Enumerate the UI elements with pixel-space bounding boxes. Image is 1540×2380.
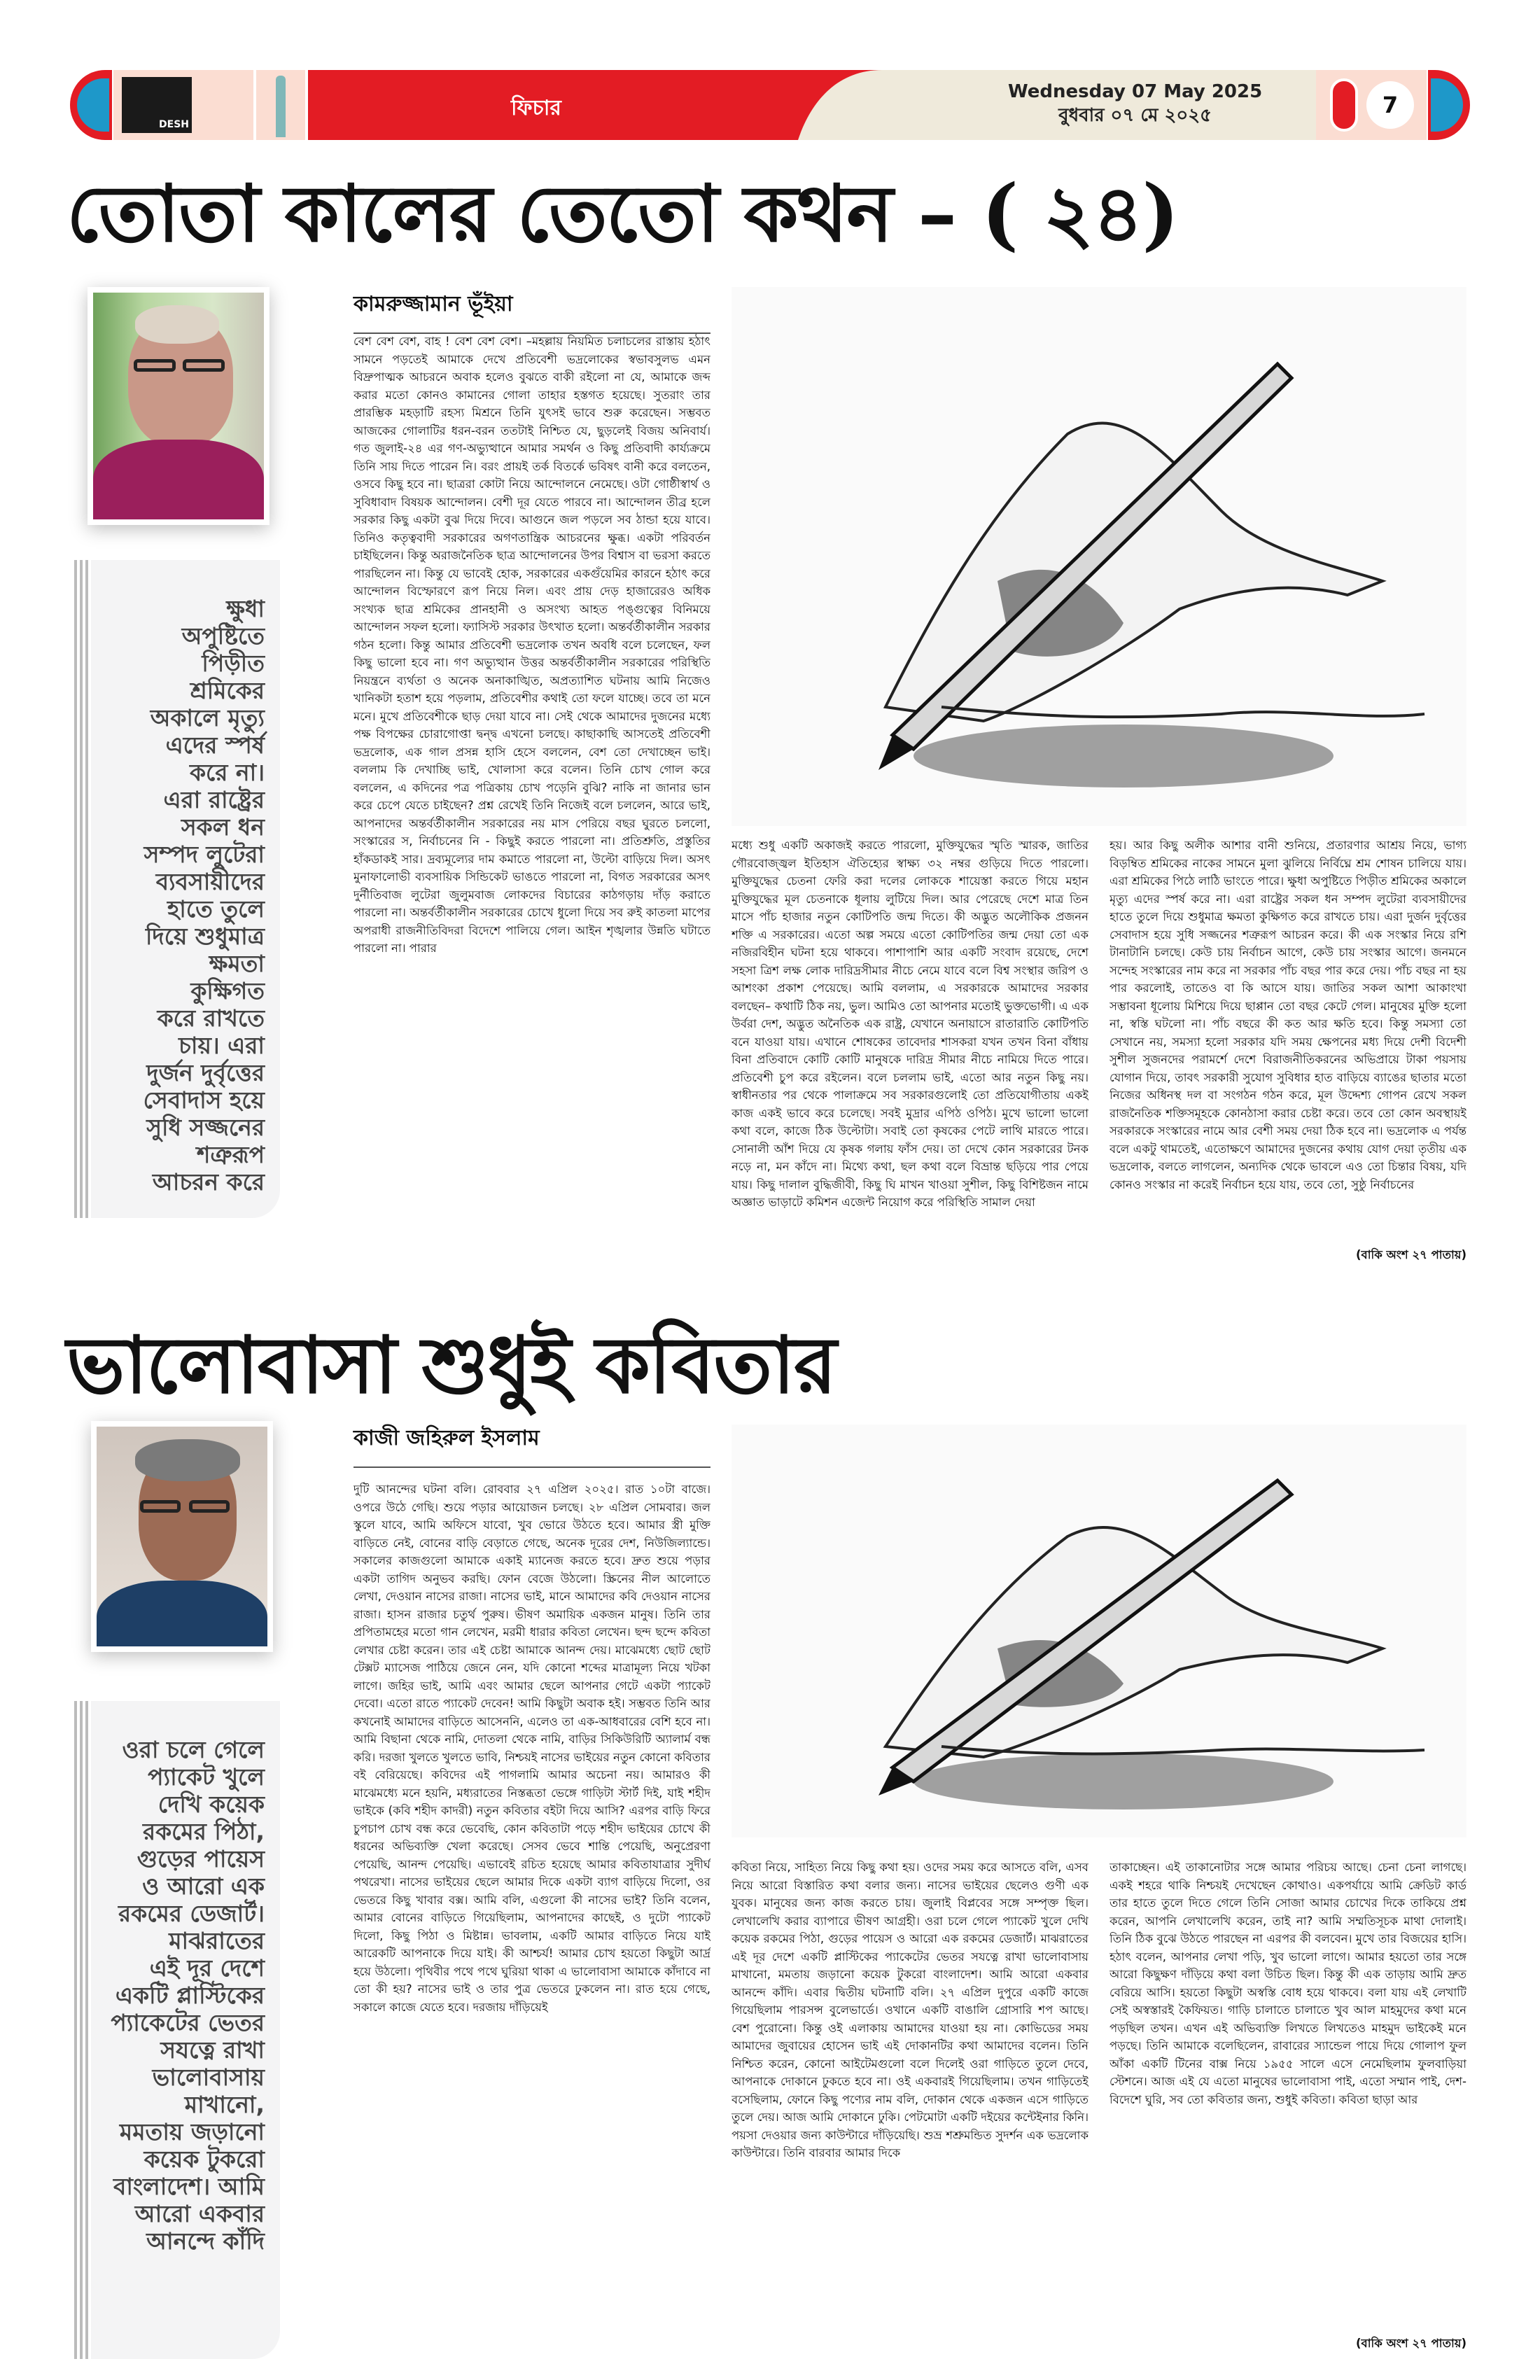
masthead: [70, 70, 1470, 140]
article2-headline: ভালোবাসা শুধুই কবিতার: [66, 1320, 836, 1411]
article1-author-photo: [88, 287, 270, 525]
pen-hand-sketch-icon: [732, 1424, 1466, 1837]
article1-pull-quote: ক্ষুধা অপুষ্টিতে পিড়ীত শ্রমিকের অকালে মৃত্যু এদের স্পর্ষ করে না। এরা রাষ্ট্রের সকল ধন সম্পদ লুটেরা ব্যবসায়ীদের হাতে তুলে দিয়ে শুধুমাত্র ক্ষমতা কুক্ষিগত করে রাখতে চায়। এরা দুর্জন দুর্বৃত্তের সেবাদাস হয়ে সুধি সজ্জনের শত্রুরূপ আচরন করে: [91, 560, 280, 1218]
flag-icon: [1330, 78, 1358, 132]
article2-author-photo: [91, 1421, 273, 1652]
article1-continued-note: (বাকি অংশ ২৭ পাতায়): [1355, 1248, 1466, 1261]
article1-column-1: বেশ বেশ বেশ, বাহ ! বেশ বেশ বেশ। –মহল্লায় নিয়মিত চলাচলের রাস্তায় হঠাৎ সামনে পড়তেই আমাকে দেখে প্রতিবেশী ভদ্রলোকের স্বভাবসুলভ এমন বিদ্রুপাত্মক আচরনে অবাক হলেও বুঝতে বাকী রইলো না যে, আমাকে জব্দ করার মতো কোনও কামানের গোলা তাহার হস্তগত হয়েছে। সুতরাং তার প্রারম্ভিক মহড়াটি রহস্য মিশ্রনে তিনি যুৎসই ভাবে শুরু করেছেন। সম্ভবত আজকের গোলাটির ধরন-বরন ততটাই নিশ্চিত যে, ছুড়লেই বিজয় অনিবার্য। গত জুলাই-২৪ এর গণ-অভ্যুত্থানে আমার সমর্থন ও কিছু প্রতিবাদী কার্য্যক্রমে তিনি সায় দিতে পারেন নি। বরং প্রায়ই তর্ক বিতর্কে ভবিষৎ বানী করে বলতেন, ওসবে কিছু হবে না। ছাত্ররা কোটা নিয়ে আন্দোলনে নেমেছে। ওটা গোষ্ঠীস্বার্থ ও সুবিধাবাদ বিষয়ক আন্দোলন। বেশী দূর যেতে পারবে না। আন্দোলন তীব্র হলে সরকার কিছু একটা বুঝ দিয়ে দিবে। আগুনে জল পড়লে সব ঠান্ডা হয়ে যাবে। তিনিও কতৃত্ববাদী সরকারের অগণতান্ত্রিক আচরনের ক্ষুব্ধ। একটা পরিবর্তন চাইছিলেন। কিন্তু অরাজনৈতিক ছাত্র আন্দোলনের উপর বিশ্বাস বা ভরসা করতে পারছিলেন না। কিন্তু যে ভাবেই হোক, সরকারের একগুঁয়েমির কারনে হঠাৎ করে আন্দোলন বিস্ফোরণে রূপ নিয়ে নিল। এবং প্রায় দেড় হাজারেরও অধিক সংখ্যক ছাত্র শ্রমিকের প্রানহানী ও অসংখ্য আহত পঙ্গুত্বের বিনিময়ে আন্দোলন সফল হলো। ফ্যাসিস্ট সরকার উৎখাত হলো। অন্তর্বর্তীকালীন সরকার গঠন হলো। কিন্তু আমার প্রতিবেশী ভদ্রলোক তখন অবধি বলে চলেছেন, ফল কিছু ভালো হবে না। গণ অভ্যুত্থান উত্তর অন্তর্বর্তীকালীন সরকারের পরিস্থিতি নিয়ন্ত্রনে ব্যর্থতা ও অনেক অনাকাঙ্খিত, অপ্রত্যাশিত ঘটনায় আমি নিজেও খানিকটা হতাশ হয়ে পড়লাম, প্রতিবেশীর কথাই তো ফলে যাচ্ছে। তবে তা মনে মনে। মুখে প্রতিবেশীকে ছাড় দেয়া যাবে না। সেই থেকে আমাদের দুজনের মধ্যে পক্ষ বিপক্ষের চোরাগোপ্তা দ্বন্দ্ব এখনো চলছে। কাছাকাছি আসতেই প্রতিবেশী ভদ্রলোক, এক গাল প্রসন্ন হাসি হেসে বললেন, বেশ তো দেখাচ্ছেন ভাই। বললাম কি দেখাচ্ছি ভাই, খোলাসা করে বলেন। তিনি চোখ গোল করে বললেন, এ কদিনের পত্র পত্রিকায় চোখ পড়েনি বুঝি? নাকি না জানার ভান করে চেপে যেতে চাইছেন? প্রশ্ন রেখেই তিনি নিজেই বলে চললেন, আরে ভাই, আপনাদের অন্তর্বর্তীকালীন সরকারের নয় মাস পেরিয়ে বছর ঘুরতে চললো, সংস্কারের স, নির্বাচনের নি - কিছুই করতে পারলো না। প্রতিশ্রুতি, প্রস্তুতির হাঁকডাকই সার। দ্রব্যমূল্যের দাম কমাতে পারলো না, উল্টো বাড়িয়ে দিল। অসৎ মুনাফালোভী ব্যবসায়িক সিন্ডিকেট ভাঙতে পারলো না, বিগত সরকারের অসৎ দুর্নীতিবাজ লুটেরা জুলুমবাজ লোকদের বিচারের কাঠগড়ায় দাঁড় করাতে পারলো না। অন্তর্বর্তীকালীন সরকারের চোখে ধুলো দিয়ে সব রুই কাতলা মাপের অপরাধী রাজনীতিবিদরা বিদেশে পালিয়ে গেল। আইন শৃঙ্খলার উন্নতি ঘটাতে পারলো না। পারার: [354, 335, 710, 955]
article1-headline: তোতা কালের তেতো কথন – ( ২৪): [66, 168, 1178, 260]
page-number: 7: [1366, 81, 1414, 129]
article2-pull-quote: ওরা চলে গেলে প্যাকেট খুলে দেখি কয়েক রকমের পিঠা, গুড়ের পায়েস ও আরো এক রকমের ডেজার্ট। মাঝরাতের এই দূর দেশে একটি প্লাস্টিকের প্যাকেটের ভেতর সযত্নে রাখা ভালোবাসায় মাখানো, মমতায় জড়ানো কয়েক টুকরো বাংলাদেশ। আমি আরো একবার আনন্দে কাঁদি: [91, 1701, 280, 2359]
article1-illustration-hand-writing: [732, 287, 1466, 826]
section-band: [308, 70, 1316, 140]
article1-column-2: মধ্যে শুধু একটি অকাজই করতে পারলো, মুক্তিযুদ্ধের স্মৃতি স্মারক, জাতির গৌরবোজ্জ্বল ইতিহাস ঐতিহ্যের স্বাক্ষ্য ৩২ নম্বর গুড়িয়ে দিতে পারলো। মুক্তিযুদ্ধের চেতনা ফেরি করা দলের লোককে শায়েস্তা করতে গিয়ে মহান মুক্তিযুদ্ধের মূল চেতনাকে ধূলায় লুটিয়ে দিল। আর পেরেছে দেশে মাত্র তিন মাসে পাঁচ হাজার নতুন কোটিপতি জন্ম দিতে। কী অদ্ভুত অলৌকিক প্রজনন শক্তি এ সরকারের। এতো অল্প সময়ে এতো কোটিপতির জন্ম দেয়া তো এক নজিরবিহীন ঘটনা হয়ে থাকবে। পাশাপাশি আর একটি সংবাদ রয়েছে, দেশে সহসা ত্রিশ লক্ষ লোক দারিদ্রসীমার নীচে নেমে যাবে বলে বিশ্ব সংস্থার জরিপ ও আশংকা প্রকাশ পেয়েছে। আমি বললাম, এ সরকারকে আমাদের সরকার বলছেন– কথাটি ঠিক নয়, ভুল। আমিও তো আপনার মতোই ভুক্তভোগী। এ এক উর্বরা দেশ, অদ্ভুত অনৈতিক এক রাষ্ট্র, যেখানে অনায়াসে রাতারাতি কোটিপতি বনে যাওয়া যায়। এখানে শোষকের তাবেদার শাসকরা যখন তখন বিনা বাঁধায় বিনা প্রতিবাদে কোটি কোটি মানুষকে দারিদ্র সীমার নীচে নামিয়ে দিতে পারে। প্রতিবেশী চুপ করে রইলেন। বলে চললাম ভাই, এতো আর নতুন কিছু নয়। স্বাধীনতার পর থেকে পালাক্রমে সব সরকারগুলোই তো প্রতিযোগীতায় একই কাজ একই ভাবে করে চলেছে। সবই মুদ্রার এপিঠ ওপিঠ। মুখে ভালো ভালো কথা বলে, কাজে ঠিক উল্টোটা। সবাই তো কৃষকের পেটে লাথি মারতে পারে। সোনালী আঁশ দিয়ে যে কৃষক গলায় ফাঁস দেয়। তা দেখে কোন সরকারের টনক নড়ে না, মন কাঁদে না। মিথ্যে কথা, ছল কথা বলে বিভ্রান্ত ছড়িয়ে পার পেয়ে যায়। কিছু দালাল বুদ্ধিজীবী, কিছু ঘি মাখন খাওয়া সুশীল, কিছু বিশিষ্টজন নামে অজ্ঞাত ভাড়াটে কমিশন এজেন্ট নিয়োগ করে পরিস্থিতি সামাল দেয়া: [732, 839, 1088, 1209]
newspaper-logo[interactable]: DESH: [113, 70, 253, 140]
masthead-left-cap: [70, 70, 112, 140]
date-english: Wednesday 07 May 2025: [1008, 81, 1263, 102]
article1-column-3: হয়। আর কিছু অলীক আশার বানী শুনিয়ে, প্রতারণার আশ্রয় নিয়ে, ভাগ্য বিড়ম্বিত শ্রমিকের নাকের সামনে মুলা ঝুলিয়ে নির্বিঘ্নে শ্রম শোষন চালিয়ে যায়। এরা শ্রমিকের পিঠে লাঠি ভাংতে পারে। ক্ষুধা অপুষ্টিতে পিড়ীত শ্রমিকের অকালে মৃত্যু এদের স্পর্ষ করে না। এরা রাষ্ট্রের সকল ধন সম্পদ লুটেরা ব্যবসায়ীদের হাতে তুলে দিয়ে শুধুমাত্র ক্ষমতা কুক্ষিগত করে রাখতে চায়। এরা দুর্জন দুর্বৃত্তের সেবাদাস হয়ে সুধি সজ্জনের শত্রুরূপ আচরন করে। কী এক সংস্কার নিয়ে রশি টানাটানি চলছে। কেউ চায় নির্বাচন আগে, কেউ চায় সংস্কার আগে। জনমনে সন্দেহ সংস্কারের নাম করে না সরকার পাঁচ বছর পার করে দেয়। পাঁচ বছর না হয় পার করলোই, তাতেও বা কি আসে যায়। জাতির সকল আশা আকাংখা সম্ভাবনা ধূলোয় মিশিয়ে দিয়ে ছাপ্পান তো বছর কেটে গেল। মানুষের মুক্তি হলো না, স্বস্তি ঘটলো না। পাঁচ বছরে কী কত আর ক্ষতি হবে। কিন্তু সমস্যা তো সেখানে নয়, সমস্যা হলো সরকার যদি সময় ক্ষেপনের মধ্য দিয়ে দেশী বিদেশী সুশীল সুজনদের পরামর্শে দেশে বিরাজনীতিকরনের অভিপ্রায়ে টাকা পয়সায় যোগান দিয়ে, তাবৎ সরকারী সুযোগ সুবিধার হাত বাড়িয়ে ব্যাঙের ছাতার মতো নিজের অধিনস্থ দল বা সংগঠন গঠন করে, মূল উদ্দেশ্য গোপন রেখে সকল রাজনৈতিক শক্তিসমূহকে কোনঠাসা করার চেষ্টা করে। তবে তো কোন অবস্থায়ই সরকারকে সংস্কারের নামে আর বেশী সময় দেয়া ঠিক হবে না। ভদ্রলোক এ পর্যন্ত বলে একটু থামতেই, এতোক্ষণে আমাদের দুজনের কথায় যোগ দেয়া তৃতীয় এক ভদ্রলোক, বলতে লাগলেন, অন্যদিক থেকে ভাবলে এও তো চিন্তার বিষয়, যদি কোনও সংস্কার না করেই নির্বাচন হয়ে যায়, তবে তো, সুষ্ঠু নির্বাচনের: [1110, 839, 1466, 1191]
article2-continued-note: (বাকি অংশ ২৭ পাতায়): [1355, 2337, 1466, 2350]
article2-column-2: কবিতা নিয়ে, সাহিত্য নিয়ে কিছু কথা হয়। ওদের সময় করে আসতে বলি, এসব নিয়ে আরো বিস্তারিত কথা বলার জন্য। নাসের ভাইয়ের ছেলেও গুণী এক যুবক। মানুষের জন্য কাজ করতে চায়। জুলাই বিপ্লবের সঙ্গে সম্পৃক্ত ছিল। লেখালেখি করার ব্যাপারে ভীষণ আগ্রহী। ওরা চলে গেলে প্যাকেট খুলে দেখি কয়েক রকমের পিঠা, গুড়ের পায়েস ও আরো এক রকমের ডেজার্ট। মাঝরাতের এই দূর দেশে একটি প্লাস্টিকের প্যাকেটের ভেতর সযত্নে রাখা ভালোবাসায় মাখানো, মমতায় জড়ানো কয়েক টুকরো বাংলাদেশ। আমি আরো একবার আনন্দে কাঁদি। এবার দ্বিতীয় ঘটনাটি বলি। ২৭ এপ্রিল দুপুরে একটি কাজে গিয়েছিলাম পারসন্স বুলেভার্ডে। ওখানে একটি বাঙালি গ্রোসারি শপ আছে। বেশ পুরোনো। কিন্তু ওই এলাকায় আমাদের যাওয়া হয় না। কোভিডের সময় আমাদের জুবায়ের হোসেন ভাই এই দোকানটির কথা আমাদের বলেন। তিনি নিশ্চিত করেন, কোনো আইটেমগুলো বলে দিলেই ওরা গাড়িতে তুলে দেবে, আপনাকে দোকানে ঢুকতে হবে না। ওই একবারই গিয়েছিলাম। তখন গাড়িতেই বসেছিলাম, ফোনে কিছু পণ্যের নাম বলি, দোকান থেকে একজন এসে গাড়িতে তুলে দেয়। আজ আমি দোকানে ঢুকি। পেটমোটা একটি দইয়ের কন্টেইনার কিনি। পয়সা দেওয়ার জন্য কাউন্টারে দাঁড়িয়েছি। শুভ্র শশ্রুমন্ডিত সুদর্শন এক ভদ্রলোক কাউন্টারে। তিনি বারবার আমার দিকে: [732, 1861, 1088, 2160]
masthead-right-cap: [1428, 70, 1470, 140]
date-bengali: বুধবার ০৭ মে ২০২৫: [1058, 105, 1212, 126]
statue-of-liberty-icon: [256, 70, 305, 140]
pen-hand-sketch-icon: [732, 287, 1466, 826]
page-number-box: [1316, 70, 1427, 140]
article1-byline: কামরুজ্জামান ভূঁইয়া: [354, 287, 710, 334]
article2-column-3: তাকাচ্ছেন। এই তাকানোটার সঙ্গে আমার পরিচয় আছে। চেনা চেনা লাগছে। একই শহরে থাকি নিশ্চয়ই দেখেছেন কোথাও। একপর্যায়ে আমি ক্রেডিট কার্ড তার হাতে তুলে দিতে গেলে তিনি সোজা আমার চোখের দিকে তাকিয়ে প্রশ্ন করেন, আপনি লেখালেখি করেন, তাই না? আমি সম্মতিসূচক মাথা দোলাই। তিনি ঠিক বুঝে উঠতে পারছেন না এরপর কী বলবেন। মুখে তার বিজয়ের হাসি। হঠাৎ বলেন, আপনার লেখা পড়ি, খুব ভালো লাগে। আমার হয়তো তার সঙ্গে আরো কিছুক্ষণ দাঁড়িয়ে কথা বলা উচিত ছিল। কিন্তু কী এক তাড়ায় আমি দ্রুত বেরিয়ে আসি। হয়তো কিছুটা অস্বস্তি বোধ হয়ে থাকবে। বলা যায় এই লেখাটি সেই অস্বস্তারই কৈফিয়ত। গাড়ি চালাতে চালাতে খুব আল মাহমুদের কথা মনে পড়ছিল তখন। এখন এই অভিব্যক্তি লিখতে লিখতেও মাহমুদ ভাইকেই মনে পড়ছে। তিনি আমাকে বলেছিলেন, রাবারের স্যান্ডেল পায়ে দিয়ে গোলাপ ফুল আঁকা একটি টিনের বাক্স নিয়ে ১৯৫৫ সালে এসে নেমেছিলাম ফুলবাড়িয়া স্টেশনে। আজ এই যে এতো মানুষের ভালোবাসা পাই, এতো সম্মান পাই, দেশ-বিদেশে ঘুরি, সব তো কবিতার জন্য, শুধুই কবিতা। কবিতা ছাড়া আর: [1110, 1861, 1466, 2106]
section-label: ফিচার: [511, 96, 561, 120]
issue-date: [1008, 80, 1262, 127]
article2-byline: কাজী জহিরুল ইসলাম: [354, 1421, 710, 1468]
article2-column-1: দুটি আনন্দের ঘটনা বলি। রোববার ২৭ এপ্রিল ২০২৫। রাত ১০টা বাজে। ওপরে উঠে গেছি। শুয়ে পড়ার আয়োজন চলছে। ২৮ এপ্রিল সোমবার। জল স্কুলে যাবে, আমি অফিসে যাবো, খুব ভোরে উঠতে হবে। আমার স্ত্রী মুক্তি বাড়িতে নেই, বোনের বাড়ি বেড়াতে গেছে, অনেক দূরের দেশ, নিউজিল্যান্ডে। সকালের কাজগুলো আমাকে একাই ম্যানেজ করতে হবে। দ্রুত শুয়ে পড়ার একটা তাগিদ অনুভব করছি। ফোন বেজে উঠলো। স্ক্রিনের নীল আলোতে লেখা, দেওয়ান নাসের রাজা। নাসের ভাই, মানে আমাদের কবি দেওয়ান নাসের রাজা। হাসন রাজার চতুর্থ পুরুষ। ভীষণ অমায়িক একজন মানুষ। তিনি তার প্রপিতামহের মতো গান লেখেন, মরমী ধারার কবিতা লেখেন। ছন্দ ছন্দে কবিতা লেখার চেষ্টা করেন। তার এই চেষ্টা আমাকে আনন্দ দেয়। মাঝেমধ্যে ছোট ছোট টেক্সট ম্যাসেজ পাঠিয়ে জেনে নেন, যদি কোনো শব্দের মাত্রামূল্য নিয়ে খটকা লাগে। জহির ভাই, আমি এবং আমার ছেলে আপনার গেটে একটা প্যাকেট দেবো। এতো রাতে প্যাকেট দেবেন! আমি কিছুটা অবাক হই। সম্ভবত তিনি আর কখনোই আমাদের বাড়িতে আসেননি, এলেও তা এক-আধবারের বেশি হবে না। আমি বিছানা থেকে নামি, দোতলা থেকে নামি, বাড়ির সিকিউরিটি অ্যালার্ম বন্ধ করি। দরজা খুলতে খুলতে ভাবি, নিশ্চয়ই নাসের ভাইয়ের নতুন কোনো কবিতার বই বেরিয়েছে। কবিদের এই পাগলামি আমার অচেনা নয়। আমারও কী মাঝেমধ্যে মনে হয়নি, মধ্যরাতের নিস্তব্ধতা ভেঙ্গে গাড়িটা স্টার্ট দিই, যাই শহীদ ভাইকে (কবি শহীদ কাদরী) নতুন কবিতার বইটা দিয়ে আসি? এরপর বাড়ি ফিরে চুপচাপ চোখ বন্ধ করে ভেবেছি, কোন কবিতাটা পড়ে শহীদ ভাইয়ের চোখে কী ধরনের অভিব্যক্তি খেলা করেছে। সেসব ভেবে শান্তি পেয়েছি, অনুপ্রেরণা পেয়েছি, আনন্দ পেয়েছি। এভাবেই রচিত হয়েছে আমার কবিতাযাত্রার সুদীর্ঘ পথরেখা। নাসের ভাইয়ের ছেলে আমার দিকে একটা ব্যাগ বাড়িয়ে দিলো, ওর ভেতরে কিছু খাবার বক্স। আমি বলি, এগুলো কী নাসের ভাই? তিনি বলেন, আমার বোনের বাড়িতে গিয়েছিলাম, আপনাদের কাছেই, ও দুটো প্যাকেট দিলো, কিছু পিঠা ও মিষ্টান্ন। ভাবলাম, একটি আমার বাড়িতে নিয়ে যাই আরেকটি আপনাকে দিয়ে যাই। কী আশ্চর্য! আমার চোখ হয়তো কিছুটা আর্দ্র হয়ে উঠলো। পৃথিবীর পথে পথে ঘুরিয়া থাকা এ ভালোবাসা আমাকে কাঁদাবে না তো কী হয়? নাসের ভাই ও তার পুত্র ভেতরে ঢুকলেন না। রাত হয়ে গেছে, সকালে কাজে যেতে হবে। দরজায় দাঁড়িয়েই: [354, 1483, 710, 2014]
article2-illustration-hand-writing: [732, 1424, 1466, 1837]
